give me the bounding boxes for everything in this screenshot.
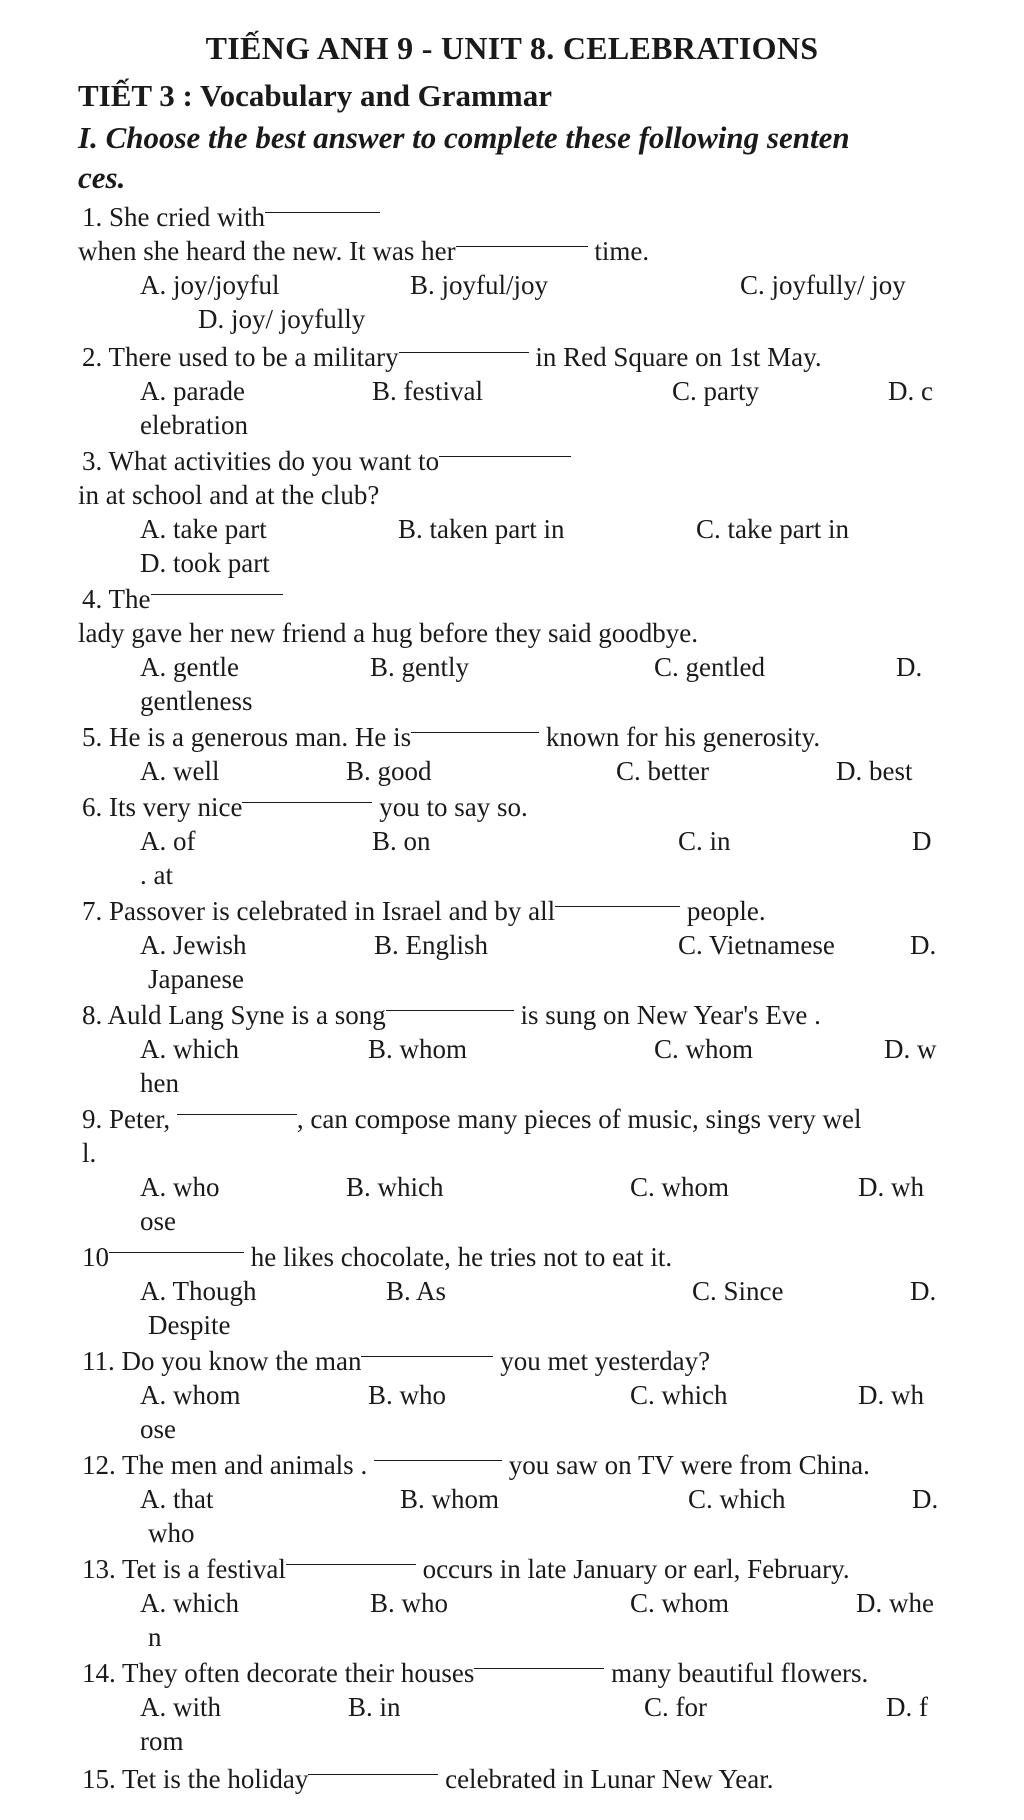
question-8-option-d: D. w (884, 1034, 937, 1064)
question-6-option-a: A. of (140, 826, 196, 856)
question-2-option-a: A. parade (140, 376, 245, 406)
question-10-option-c: C. Since (692, 1276, 784, 1306)
question-13-option-c: C. whom (630, 1588, 730, 1618)
question-14-option-c: C. for (644, 1692, 707, 1722)
question-5-option-d: D. best (836, 756, 913, 786)
question-8-stem: 8. Auld Lang Syne is a song is sung on New Year's Eve . (82, 1000, 821, 1030)
question-12-option-d: D. (912, 1484, 939, 1514)
question-14-option-a: A. with (140, 1692, 221, 1722)
question-1-stem-cont: when she heard the new. It was her time. (78, 236, 650, 266)
question-11-option-d: D. wh (858, 1380, 924, 1410)
question-11-option-a: A. whom (140, 1380, 241, 1410)
question-10-option-a: A. Though (140, 1276, 257, 1306)
question-10-stem: 10 he likes chocolate, he tries not to eat it. (82, 1242, 673, 1272)
question-4-option-a: A. gentle (140, 652, 239, 682)
question-5-stem: 5. He is a generous man. He is known for his generosity. (82, 722, 821, 752)
question-7-stem: 7. Passover is celebrated in Israel and by all people. (82, 896, 766, 926)
question-14-stem: 14. They often decorate their houses many beautiful flowers. (82, 1658, 869, 1688)
question-8-option-b: B. whom (368, 1034, 468, 1064)
question-12-option-b: B. whom (400, 1484, 500, 1514)
question-10-option-d: D. (910, 1276, 937, 1306)
question-10-option-b: B. As (386, 1276, 447, 1306)
question-9-stem-cont: l. (82, 1138, 97, 1168)
question-3-option-d: D. took part (140, 548, 270, 578)
question-13-stem: 13. Tet is a festival occurs in late January or earl, February. (82, 1554, 850, 1584)
question-14-option-b: B. in (348, 1692, 401, 1722)
question-15-stem: 15. Tet is the holiday celebrated in Lunar New Year. (82, 1764, 774, 1794)
question-2-option-d-cont: elebration (140, 410, 248, 440)
question-9-option-b: B. which (346, 1172, 444, 1202)
page-title: TIẾNG ANH 9 - UNIT 8. CELEBRATIONS (205, 30, 819, 66)
question-9-option-c: C. whom (630, 1172, 730, 1202)
question-12-option-d-cont: who (148, 1518, 195, 1548)
question-9-option-d: D. wh (858, 1172, 924, 1202)
question-3-option-c: C. take part in (696, 514, 849, 544)
question-4-stem-cont: lady gave her new friend a hug before they said goodbye. (78, 618, 699, 648)
question-10-option-d-cont: Despite (148, 1310, 231, 1340)
question-1-stem: 1. She cried with (82, 200, 380, 234)
question-6-option-b: B. on (372, 826, 431, 856)
question-2-option-b: B. festival (372, 376, 483, 406)
question-13-option-d: D. whe (856, 1588, 934, 1618)
question-11-option-c: C. which (630, 1380, 728, 1410)
question-6-option-d-cont: . at (140, 860, 173, 890)
question-7-option-d-cont: Japanese (148, 964, 244, 994)
question-2-option-d: D. c (888, 376, 933, 406)
question-5-option-b: B. good (346, 756, 432, 786)
question-4-option-d-cont: gentleness (140, 686, 253, 716)
question-9-stem: 9. Peter, , can compose many pieces of music, sings very wel (82, 1104, 862, 1134)
question-3-option-b: B. taken part in (398, 514, 565, 544)
question-7-option-d: D. (910, 930, 937, 960)
question-7-option-a: A. Jewish (140, 930, 247, 960)
question-8-option-c: C. whom (654, 1034, 754, 1064)
question-6-option-c: C. in (678, 826, 731, 856)
question-9-option-a: A. who (140, 1172, 220, 1202)
question-13-option-b: B. who (370, 1588, 449, 1618)
question-14-option-d: D. f (886, 1692, 928, 1722)
question-11-option-d-cont: ose (140, 1414, 176, 1444)
question-7-option-b: B. English (374, 930, 489, 960)
question-14-option-d-cont: rom (140, 1726, 184, 1756)
question-9-option-d-cont: ose (140, 1206, 176, 1236)
question-4-stem: 4. The (82, 582, 283, 616)
question-1-option-a: A. joy/joyful (140, 270, 280, 300)
question-4-option-b: B. gently (370, 652, 469, 682)
question-2-option-c: C. party (672, 376, 759, 406)
question-8-option-a: A. which (140, 1034, 239, 1064)
question-13-option-d-cont: n (148, 1622, 162, 1652)
question-2-stem: 2. There used to be a military in Red Square on 1st May. (82, 342, 822, 372)
question-13-option-a: A. which (140, 1588, 239, 1618)
question-1-option-c: C. joyfully/ joy (740, 270, 906, 300)
question-3-option-a: A. take part (140, 514, 267, 544)
lesson-subtitle: TIẾT 3 : Vocabulary and Grammar (78, 78, 552, 113)
question-12-option-c: C. which (688, 1484, 786, 1514)
question-3-stem-cont: in at school and at the club? (78, 480, 380, 510)
question-4-option-c: C. gentled (654, 652, 765, 682)
question-3-stem: 3. What activities do you want to (82, 444, 571, 478)
question-7-option-c: C. Vietnamese (678, 930, 835, 960)
section-instruction-cont: ces. (78, 160, 126, 195)
question-8-option-d-cont: hen (140, 1068, 179, 1098)
question-6-option-d: D (912, 826, 932, 856)
question-5-option-a: A. well (140, 756, 220, 786)
question-5-option-c: C. better (616, 756, 709, 786)
question-6-stem: 6. Its very nice you to say so. (82, 792, 528, 822)
question-12-stem: 12. The men and animals . you saw on TV were from China. (82, 1450, 870, 1480)
question-11-stem: 11. Do you know the man you met yesterday? (82, 1346, 711, 1376)
question-4-option-d: D. (896, 652, 923, 682)
question-12-option-a: A. that (140, 1484, 214, 1514)
section-instruction: I. Choose the best answer to complete these following senten (78, 120, 850, 155)
question-1-option-d: D. joy/ joyfully (198, 304, 366, 334)
question-1-option-b: B. joyful/joy (410, 270, 549, 300)
question-11-option-b: B. who (368, 1380, 447, 1410)
